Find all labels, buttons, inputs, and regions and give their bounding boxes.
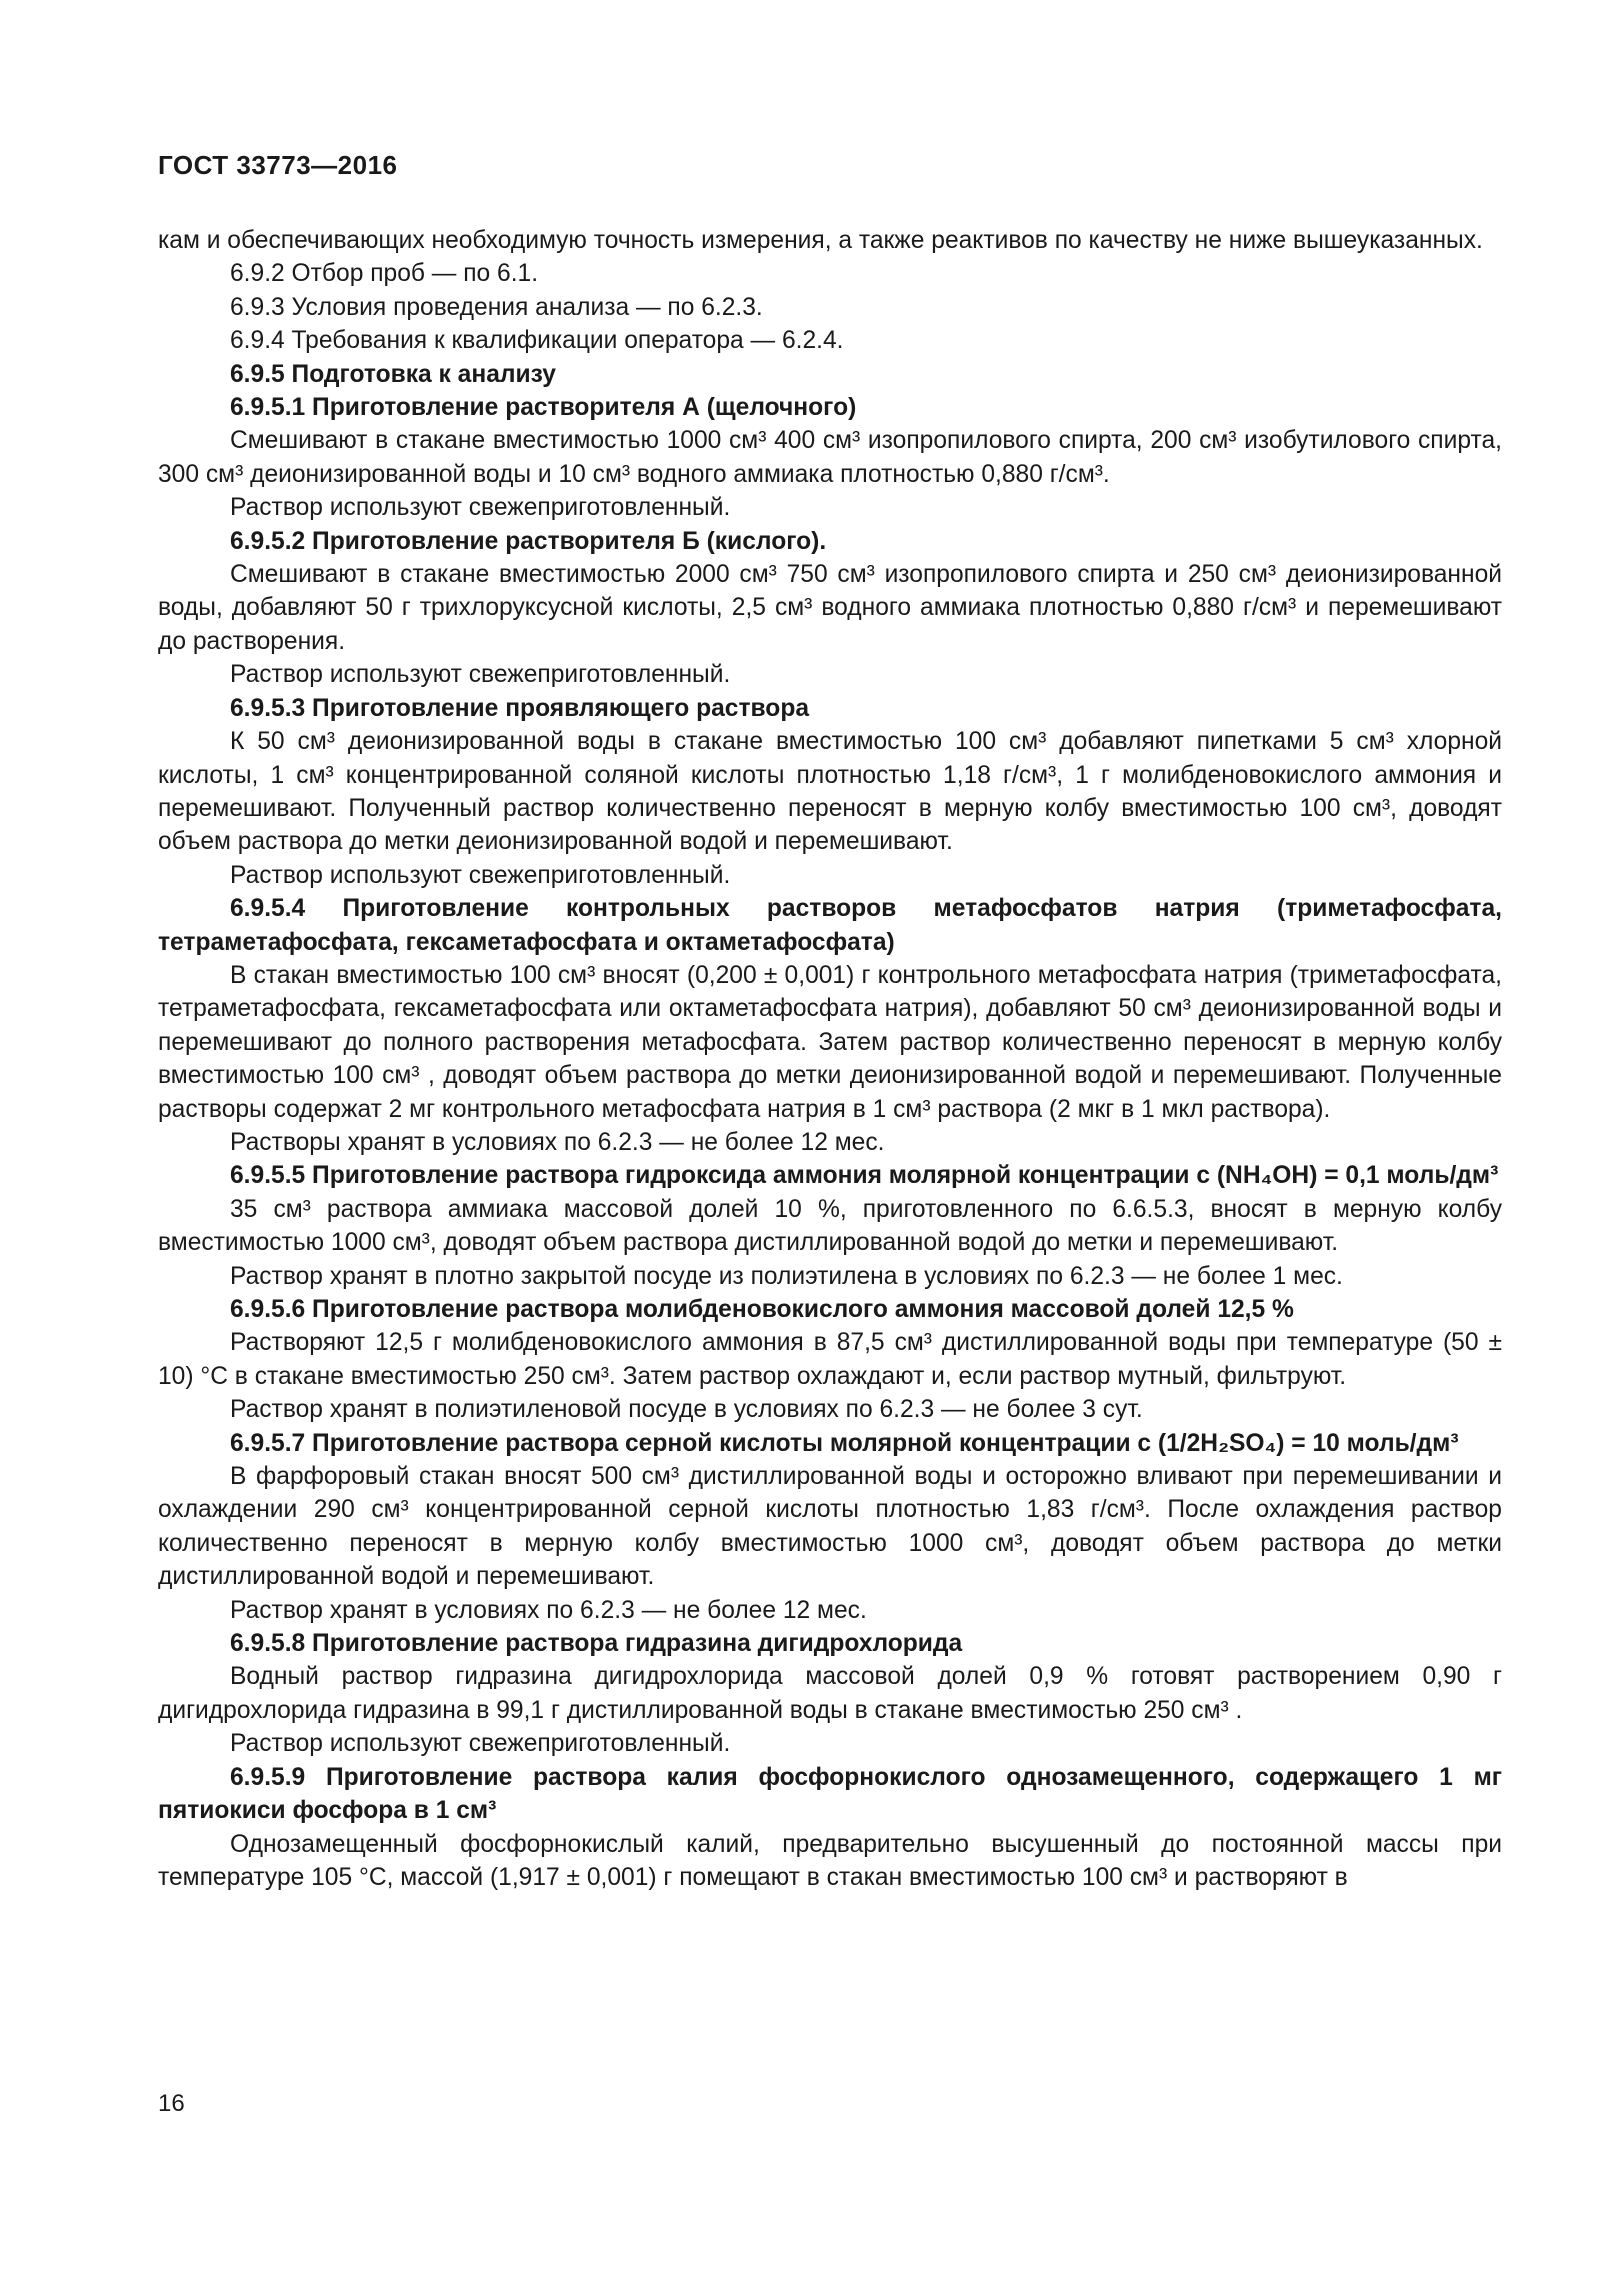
section-heading: 6.9.5.8 Приготовление раствора гидразина дигидрохлорида xyxy=(230,1630,963,1658)
paragraph: Водный раствор гидразина дигидрохлорида массовой долей 0,9 % готовят растворением 0,90 г дигидрохлорида гидразина в 99,1 г дистиллированной воды в стакане вместимостью 250 см³ . xyxy=(158,1663,1502,1724)
paragraph: Раствор используют свежеприготовленный. xyxy=(230,1730,731,1758)
paragraph: кам и обеспечивающих необходимую точность измерения, а также реактивов по качеству не ниже вышеуказанных. xyxy=(158,227,1483,254)
section-heading: 6.9.5 Подготовка к анализу xyxy=(230,360,556,388)
paragraph: В фарфоровый стакан вносят 500 см³ дистиллированной воды и осторожно вливают при перемешивании и охлаждении 290 см³ концентрированной серной кислоты плотностью 1,83 г/см³. После охлаждения раствор количественно переносят в мерную колбу вместимостью 1000 см³, доводят объем раствора до метки дистиллированной водой и перемешивают. xyxy=(158,1463,1502,1591)
paragraph: К 50 см³ деионизированной воды в стакане вместимостью 100 см³ добавляют пипетками 5 см³ хлорной кислоты, 1 см³ концентрированной соляной кислоты плотностью 1,18 г/см³, 1 г молибденовокислого аммония и перемешивают. Полученный раствор количественно переносят в мерную колбу вместимостью 100 см³, доводят объем раствора до метки деионизированной водой и перемешивают. xyxy=(158,728,1502,856)
paragraph: Раствор используют свежеприготовленный. xyxy=(230,494,731,522)
paragraph: Смешивают в стакане вместимостью 1000 см³ 400 см³ изопропилового спирта, 200 см³ изобутилового спирта, 300 см³ деионизированной воды и 10 см³ водного аммиака плотностью 0,880 г/см³. xyxy=(158,427,1502,488)
paragraph: Раствор хранят в полиэтиленовой посуде в условиях по 6.2.3 — не более 3 сут. xyxy=(230,1396,1143,1424)
paragraph: 6.9.4 Требования к квалификации оператора — 6.2.4. xyxy=(230,327,844,355)
paragraph: В стакан вместимостью 100 см³ вносят (0,200 ± 0,001) г контрольного метафосфата натрия (триметафосфата, тетраметафосфата, гексаметафосфата или октаметафосфата натрия), добавляют 50 см³ деионизированной воды и перемешивают до полного растворения метафосфата. Затем раствор количественно переносят в мерную колбу вместимостью 100 см³ , доводят объем раствора до метки деионизированной водой и перемешивают. Полученные растворы содержат 2 мг контрольного метафосфата натрия в 1 см³ раствора (2 мкг в 1 мкл раствора). xyxy=(158,961,1502,1123)
paragraph: Однозамещенный фосфорнокислый калий, предварительно высушенный до постоянной массы при температуре 105 °С, массой (1,917 ± 0,001) г помещают в стакан вместимостью 100 см³ и растворяют в xyxy=(158,1830,1502,1891)
section-heading: 6.9.5.5 Приготовление раствора гидроксида аммония молярной концентрации c (NH₄OH) = 0,1 моль/дм³ xyxy=(230,1162,1499,1190)
section-heading: 6.9.5.4 Приготовление контрольных растворов метафосфатов натрия (триметафосфата, тетраметафосфата, гексаметафосфата и октаметафосфата) xyxy=(158,895,1502,956)
paragraph: Смешивают в стакане вместимостью 2000 см³ 750 см³ изопропилового спирта и 250 см³ деионизированной воды, добавляют 50 г трихлоруксусной кислоты, 2,5 см³ водного аммиака плотностью 0,880 г/см³ и перемешивают до растворения. xyxy=(158,561,1502,655)
section-heading: 6.9.5.6 Приготовление раствора молибденовокислого аммония массовой долей 12,5 % xyxy=(230,1296,1294,1323)
document-header: ГОСТ 33773—2016 xyxy=(158,150,398,180)
section-heading: 6.9.5.7 Приготовление раствора серной кислоты молярной концентрации c (1/2H₂SO₄) = 10 моль/дм³ xyxy=(230,1429,1459,1457)
paragraph: Раствор хранят в условиях по 6.2.3 — не более 12 мес. xyxy=(230,1596,867,1624)
section-heading: 6.9.5.3 Приготовление проявляющего раствора xyxy=(230,694,810,722)
paragraph: Раствор используют свежеприготовленный. xyxy=(230,861,731,889)
paragraph: Растворяют 12,5 г молибденовокислого аммония в 87,5 см³ дистиллированной воды при температуре (50 ± 10) °С в стакане вместимостью 250 см³. Затем раствор охлаждают и, если раствор мутный, фильтруют. xyxy=(158,1329,1502,1390)
paragraph: Растворы хранят в условиях по 6.2.3 — не более 12 мес. xyxy=(230,1128,885,1156)
paragraph: 35 см³ раствора аммиака массовой долей 10 %, приготовленного по 6.6.5.3, вносят в мерную колбу вместимостью 1000 см³, доводят объем раствора дистиллированной водой до метки и перемешивают. xyxy=(158,1195,1502,1257)
paragraph: 6.9.2 Отбор проб — по 6.1. xyxy=(230,260,539,288)
section-heading: 6.9.5.1 Приготовление растворителя А (щелочного) xyxy=(230,394,857,422)
paragraph: Раствор хранят в плотно закрытой посуде из полиэтилена в условиях по 6.2.3 — не более 1 мес. xyxy=(230,1262,1343,1290)
section-heading: 6.9.5.2 Приготовление растворителя Б (кислого). xyxy=(230,527,827,555)
paragraph: 6.9.3 Условия проведения анализа — по 6.2.3. xyxy=(230,293,763,321)
paragraph: Раствор используют свежеприготовленный. xyxy=(230,661,731,689)
document-body xyxy=(158,224,1502,1894)
page-number: 16 xyxy=(158,2090,185,2117)
section-heading: 6.9.5.9 Приготовление раствора калия фосфорнокислого однозамещенного, содержащего 1 мг пятиокиси фосфора в 1 см³ xyxy=(158,1763,1502,1825)
